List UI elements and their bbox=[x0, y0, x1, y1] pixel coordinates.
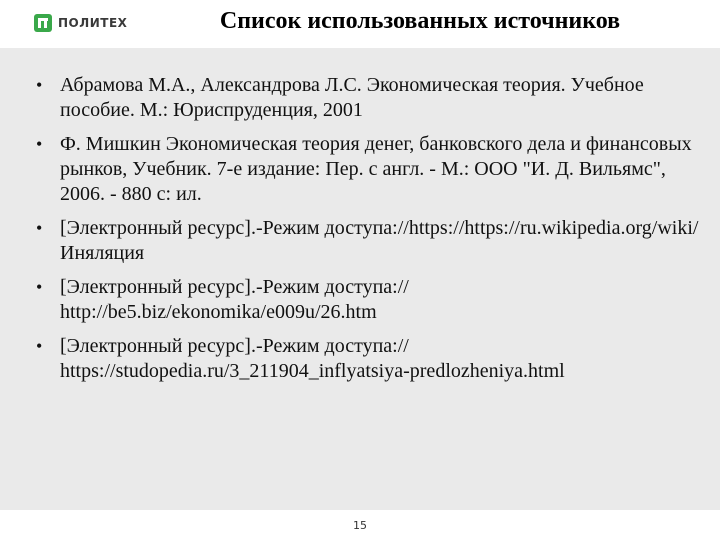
reference-item: • [Электронный ресурс].-Режим доступа:// https://studopedia.ru/3_211904_inflyatsiya-predlozheniya.html bbox=[36, 334, 706, 384]
reference-list bbox=[36, 73, 706, 393]
reference-item: • [Электронный ресурс].-Режим доступа:// http://be5.biz/ekonomika/e009u/26.htm bbox=[36, 275, 706, 325]
logo-text: ПОЛИТЕХ bbox=[58, 16, 128, 30]
politech-logo bbox=[34, 13, 127, 33]
reference-item: • [Электронный ресурс].-Режим доступа://https://https://ru.wikipedia.org/wiki/Иняляция bbox=[36, 216, 706, 266]
slide-header bbox=[0, 0, 720, 48]
reference-item: • Абрамова М.А., Александрова Л.С. Экономическая теория. Учебное пособие. М.: Юриспруденция, 2001 bbox=[36, 73, 706, 123]
reference-item: • Ф. Мишкин Экономическая теория денег, банковского дела и финансовых рынков, Учебник. 7-е издание: Пер. с англ. - М.: ООО "И. Д. Вильямс", 2006. - 880 с: ил. bbox=[36, 132, 706, 207]
slide-footer bbox=[0, 510, 720, 540]
page-number: 15 bbox=[353, 519, 367, 532]
politech-logo-icon bbox=[34, 14, 52, 32]
slide-title: Список использованных источников bbox=[219, 8, 621, 34]
slide-content bbox=[0, 48, 720, 510]
